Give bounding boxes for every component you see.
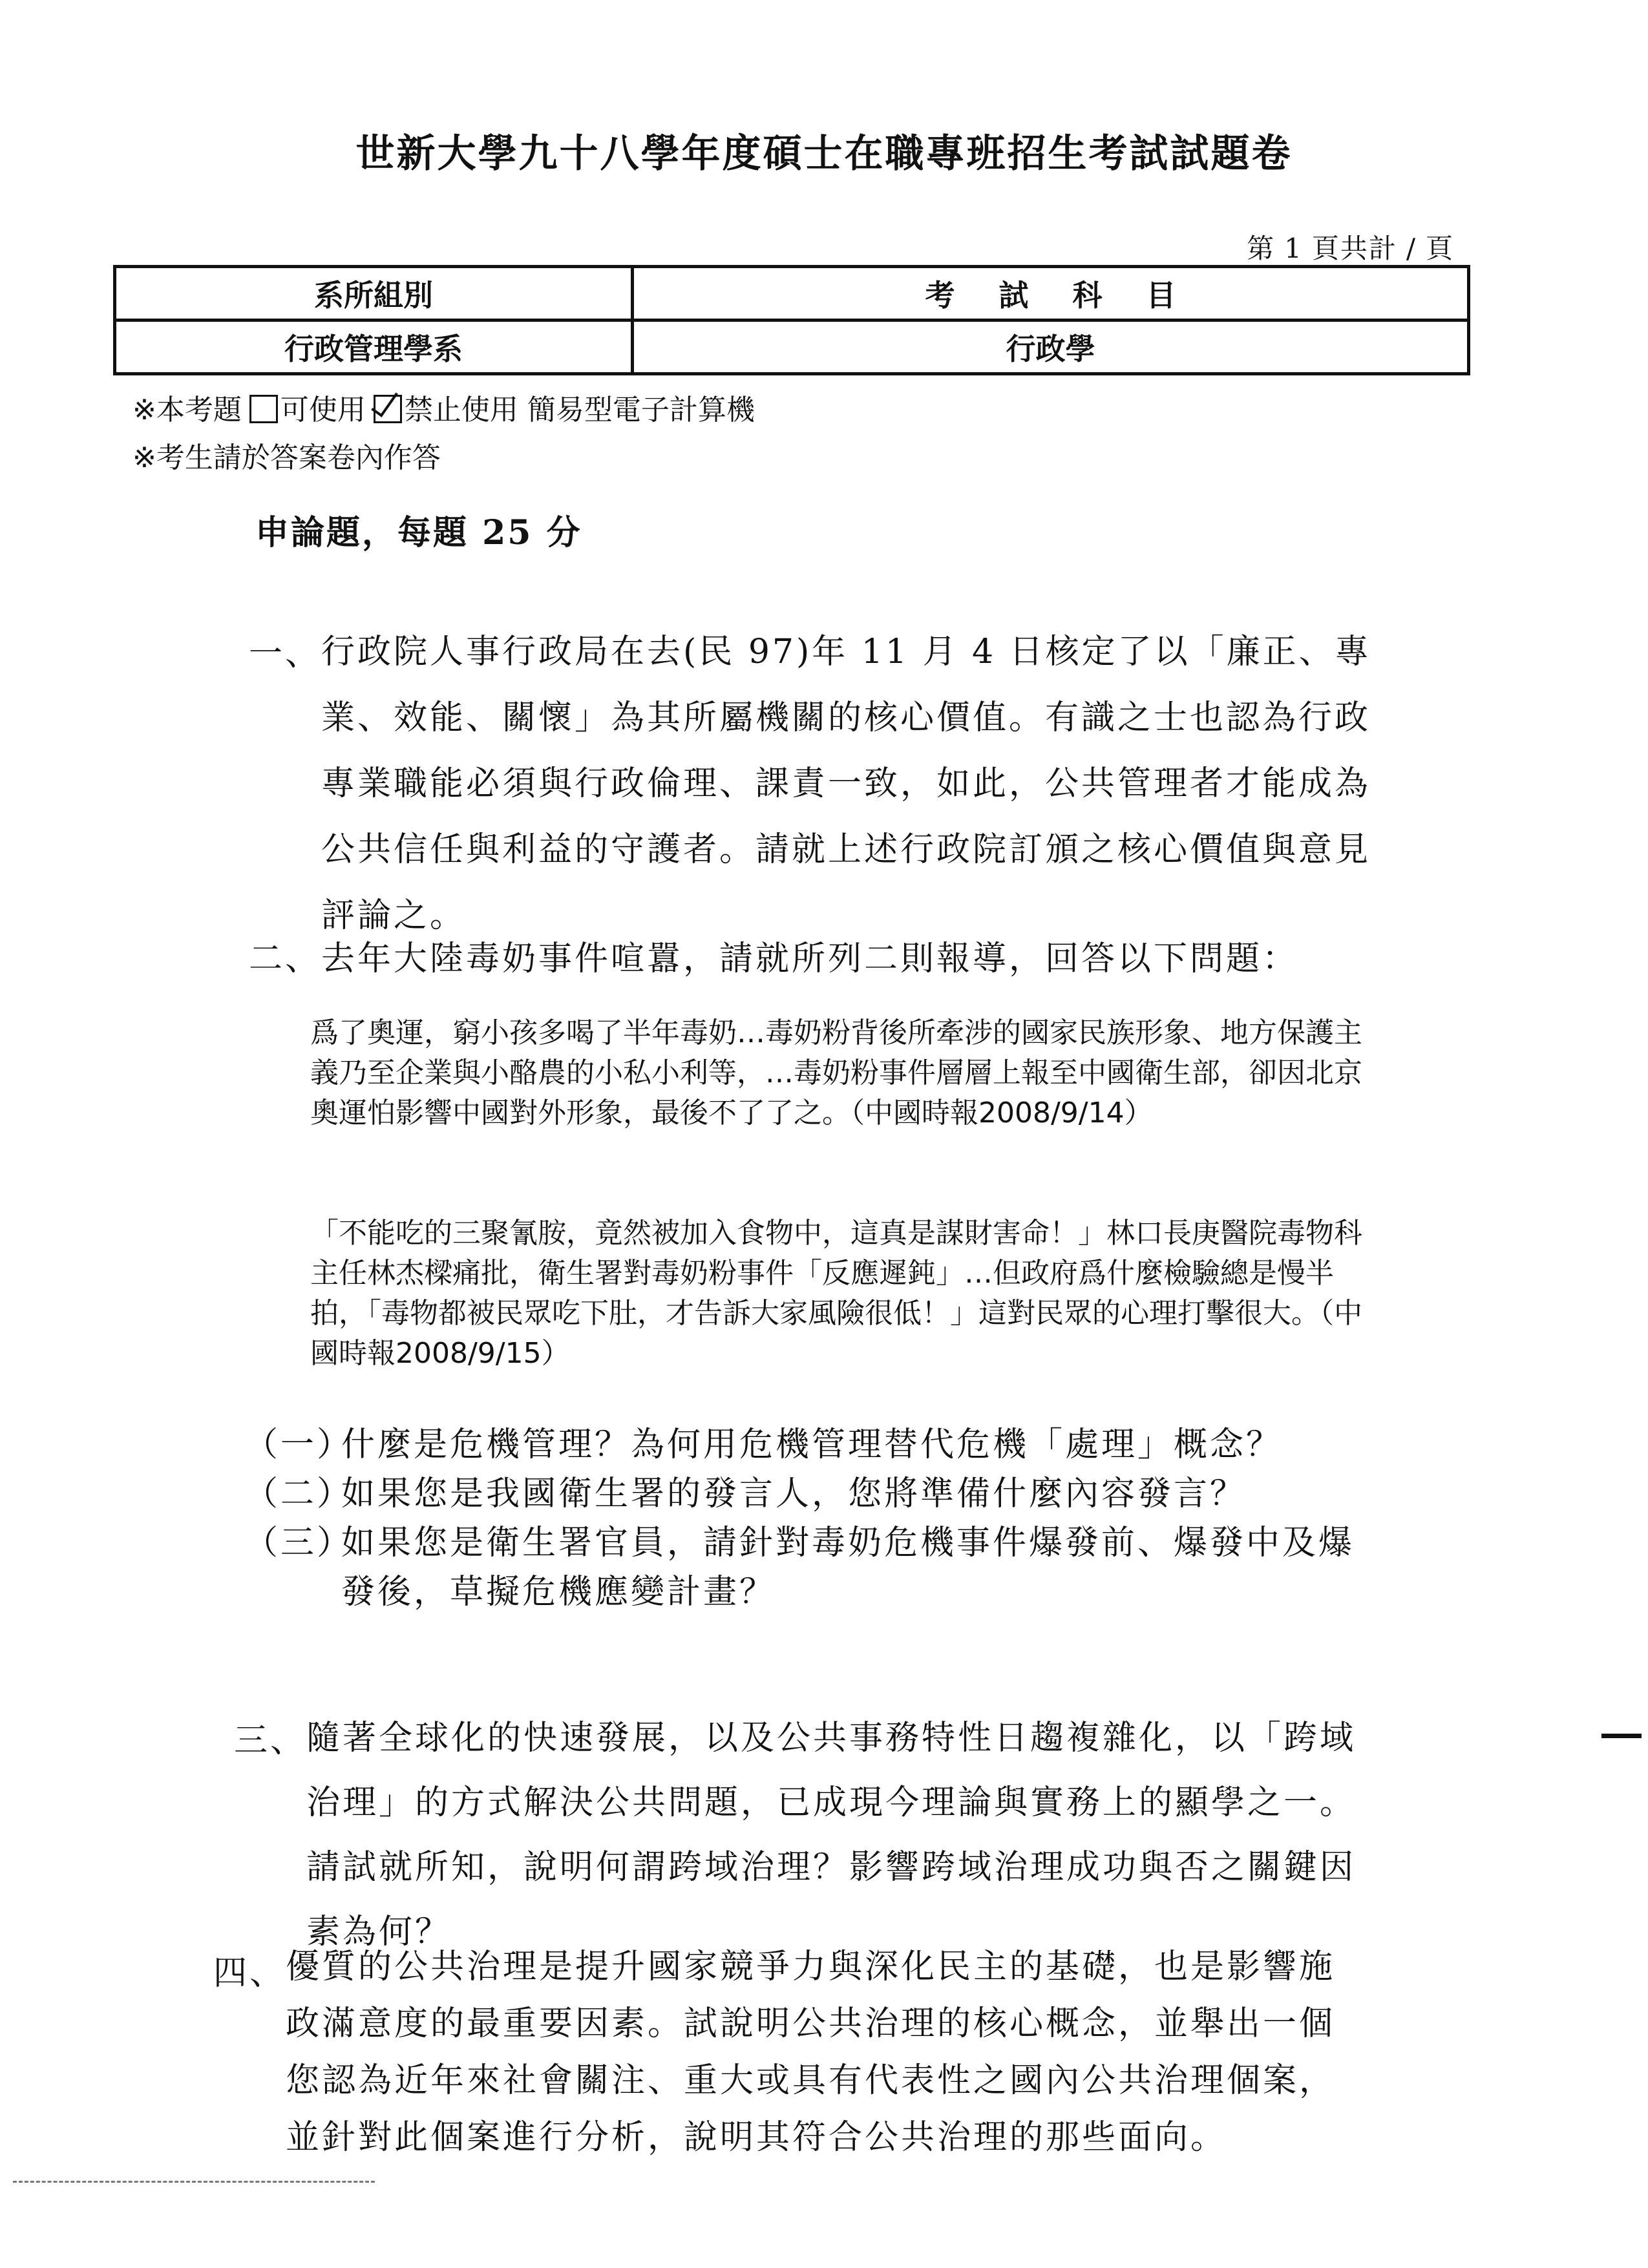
scan-footer-line [13, 2181, 375, 2183]
subject-header-char: 目 [1146, 278, 1176, 313]
question-number: 二、 [249, 940, 322, 978]
question-number: 三、 [234, 1721, 307, 1760]
question-4 [213, 1938, 1338, 2166]
calc-allow-label: 可使用 [280, 394, 366, 426]
scan-margin-mark [1601, 1734, 1642, 1738]
subject-header [633, 267, 1469, 320]
dept-value: 行政管理學系 [115, 320, 633, 374]
subject-header-char: 科 [1072, 278, 1103, 313]
page-number: 1 [1284, 233, 1303, 264]
sub-question-2 [244, 1469, 1382, 1518]
question-text: 優質的公共治理是提升國家競爭力與深化民主的基礎，也是影響施政滿意度的最重要因素。試說明公共治理的核心概念，並舉出一個您認為近年來社會關注、重大或具有代表性之國內公共治理個案，並針對此個案進行分析，說明其符合公共治理的那些面向。 [286, 1948, 1336, 2157]
question-text: 隨著全球化的快速發展，以及公共事務特性日趨複雜化，以「跨域治理」的方式解決公共問題，已成現今理論與實務上的顯學之一。請試就所知，說明何謂跨域治理？影響跨域治理成功與否之關鍵因素為何？ [306, 1719, 1357, 1951]
calc-forbid-label: 禁止使用 [404, 394, 518, 426]
checkbox-checked-icon [374, 395, 402, 423]
subject-header-char: 考 [925, 278, 955, 313]
page-label: 第 [1247, 233, 1276, 264]
sub-question-3 [244, 1518, 1382, 1617]
calculator-note [132, 386, 755, 428]
sub-question-number: （三） [244, 1524, 354, 1562]
calc-note-suffix: 簡易型電子計算機 [527, 394, 755, 426]
page-suffix: 頁 [1425, 233, 1454, 264]
question-3 [234, 1706, 1358, 1964]
calc-note-prefix: ※本考題 [132, 394, 242, 426]
question-number: 四、 [213, 1954, 286, 1993]
sub-question-number: （一） [244, 1425, 354, 1464]
question-text: 去年大陸毒奶事件喧囂，請就所列二則報導，回答以下問題： [321, 940, 1299, 978]
question-text: 行政院人事行政局在去(民 97)年 11 月 4 日核定了以「廉正、專業、效能、關懷」為其所屬機關的核心價值。有識之士也認為行政專業職能必須與行政倫理、課責一致，如此，公共管理者才能成為公共信任與利益的守護者。請就上述行政院訂頒之核心價值與意見評論之。 [321, 633, 1371, 935]
exam-info-table [113, 265, 1470, 375]
news-excerpt-2: 「不能吃的三聚氰胺，竟然被加入食物中，這真是謀財害命！」林口長庚醫院毒物科主任林杰樑痛批，衛生署對毒奶粉事件「反應遲鈍」…但政府爲什麼檢驗總是慢半拍，「毒物都被民眾吃下肚，才告訴大家風險很低！」這對民眾的心理打擊很大。（中國時報2008/9/15） [310, 1217, 1362, 1370]
page-indicator [1238, 227, 1454, 266]
subject-header-char: 試 [998, 278, 1029, 313]
dept-header: 系所組別 [115, 267, 633, 320]
sub-question-text: 如果您是衛生署官員，請針對毒奶危機事件爆發前、爆發中及爆發後，草擬危機應變計畫？ [341, 1524, 1355, 1612]
exam-title: 世新大學九十八學年度碩士在職專班招生考試試題卷 [355, 131, 1293, 176]
section-heading: 申論題，每題 25 分 [255, 513, 582, 552]
subject-value: 行政學 [633, 320, 1469, 374]
sub-question-text: 什麼是危機管理？為何用危機管理替代危機「處理」概念？ [341, 1425, 1283, 1464]
sub-question-number: （二） [244, 1475, 354, 1513]
checkbox-empty-icon [249, 395, 278, 423]
answer-note: ※考生請於答案卷內作答 [132, 441, 441, 474]
question-number: 一、 [249, 635, 322, 673]
question-1 [249, 619, 1373, 949]
news-excerpt-1: 爲了奧運，窮小孩多喝了半年毒奶…毒奶粉背後所牽涉的國家民族形象、地方保護主義乃至企業與小酪農的小私小利等，…毒奶粉事件層層上報至中國衛生部，卻因北京奧運怕影響中國對外形象，最後不了了之。（中國時報2008/9/14） [310, 1016, 1362, 1129]
sub-question-1 [244, 1420, 1382, 1469]
sub-question-text: 如果您是我國衛生署的發言人，您將準備什麼內容發言？ [341, 1475, 1247, 1513]
question-2 [249, 924, 1373, 994]
page-total-label: 頁共計 [1311, 233, 1397, 264]
page-total: / [1406, 233, 1417, 264]
